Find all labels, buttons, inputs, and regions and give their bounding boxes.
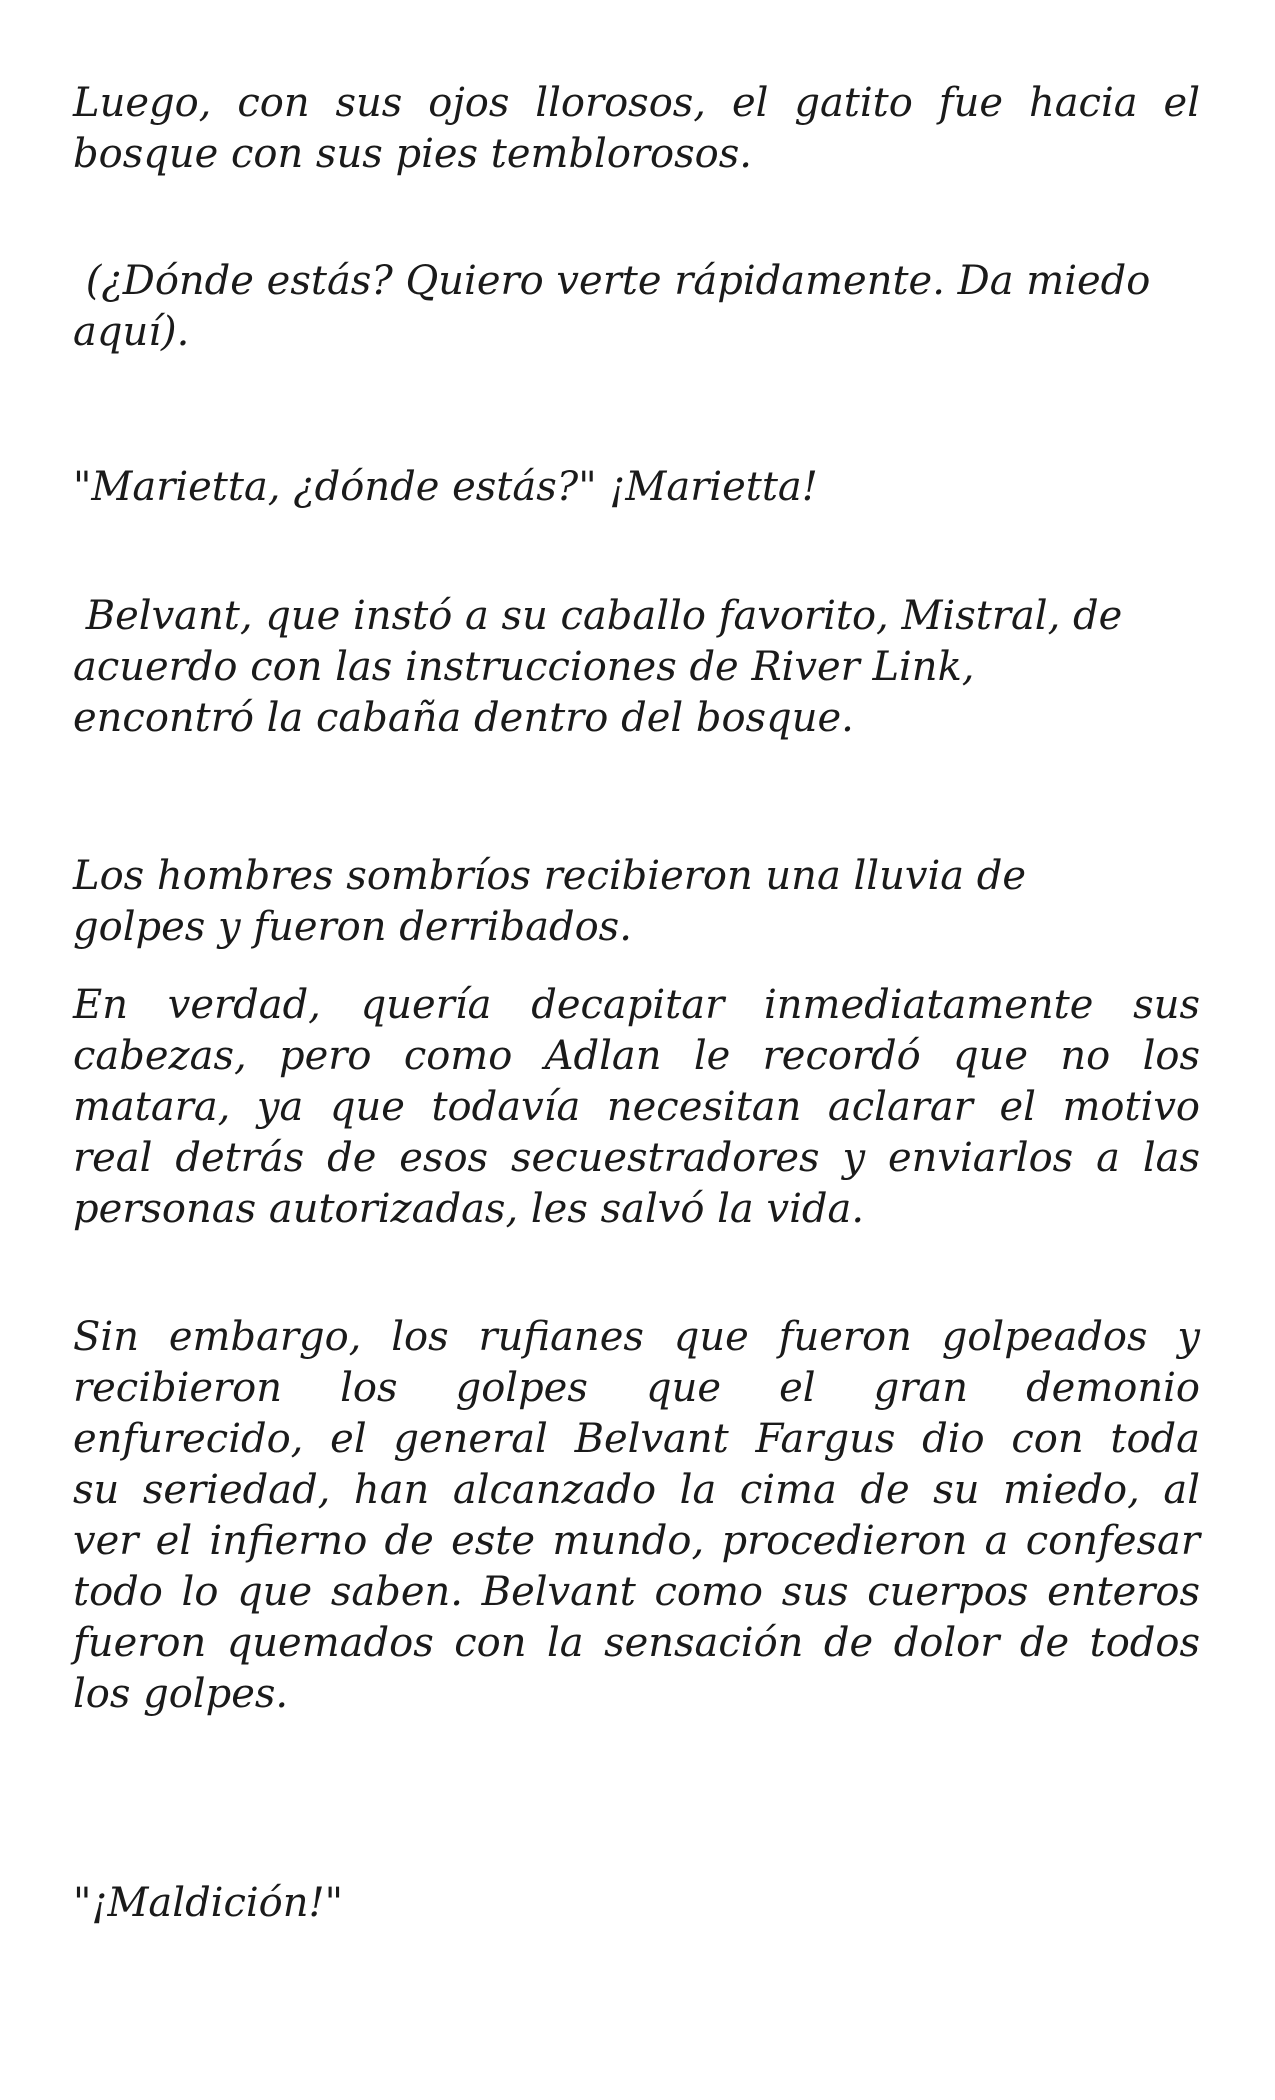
text-line: Sin embargo, los rufianes que fueron golpeados y <box>73 1314 1200 1360</box>
paragraph-shady-men <box>73 851 1026 953</box>
text-line: fueron quemados con la sensación de dolor de todos <box>73 1620 1200 1666</box>
text-line: "Marietta, ¿dónde estás?" ¡Marietta! <box>73 464 818 510</box>
text-line: personas autorizadas, les salvó la vida. <box>73 1186 865 1232</box>
text-line: los golpes. <box>73 1671 289 1717</box>
paragraph-belvant-cabin <box>73 591 1122 744</box>
text-line: cabezas, pero como Adlan le recordó que no los <box>73 1033 1200 1079</box>
text-line: acuerdo con las instrucciones de River Link, <box>73 644 975 690</box>
paragraph-inner-thought <box>73 256 1150 358</box>
paragraph-kitten-forest <box>73 78 1200 180</box>
text-line: todo lo que saben. Belvant como sus cuerpos enteros <box>73 1569 1200 1615</box>
text-line: recibieron los golpes que el gran demonio <box>73 1365 1200 1411</box>
text-line: enfurecido, el general Belvant Fargus dio con toda <box>73 1416 1200 1462</box>
paragraph-decapitate <box>73 980 1200 1235</box>
paragraph-calling-marietta <box>73 462 818 513</box>
text-line: encontró la cabaña dentro del bosque. <box>73 695 854 741</box>
text-line: aquí). <box>73 309 190 355</box>
text-line: En verdad, quería decapitar inmediatamente sus <box>73 982 1200 1028</box>
paragraph-curse <box>73 1878 343 1929</box>
text-line: Luego, con sus ojos llorosos, el gatito fue hacia el <box>73 80 1200 126</box>
text-line: matara, ya que todavía necesitan aclarar el motivo <box>73 1084 1200 1130</box>
text-line: "¡Maldición!" <box>73 1880 343 1926</box>
text-line: Belvant, que instó a su caballo favorito, Mistral, de <box>73 593 1123 639</box>
text-line: real detrás de esos secuestradores y enviarlos a las <box>73 1135 1200 1181</box>
text-line: bosque con sus pies temblorosos. <box>73 131 752 177</box>
text-line: (¿Dónde estás? Quiero verte rápidamente. Da miedo <box>73 258 1151 304</box>
text-line: golpes y fueron derribados. <box>73 904 632 950</box>
paragraph-ruffians <box>73 1312 1200 1720</box>
text-line: ver el infierno de este mundo, procedieron a confesar <box>73 1518 1200 1564</box>
text-line: su seriedad, han alcanzado la cima de su miedo, al <box>73 1467 1200 1513</box>
text-line: Los hombres sombríos recibieron una lluvia de <box>73 853 1027 899</box>
